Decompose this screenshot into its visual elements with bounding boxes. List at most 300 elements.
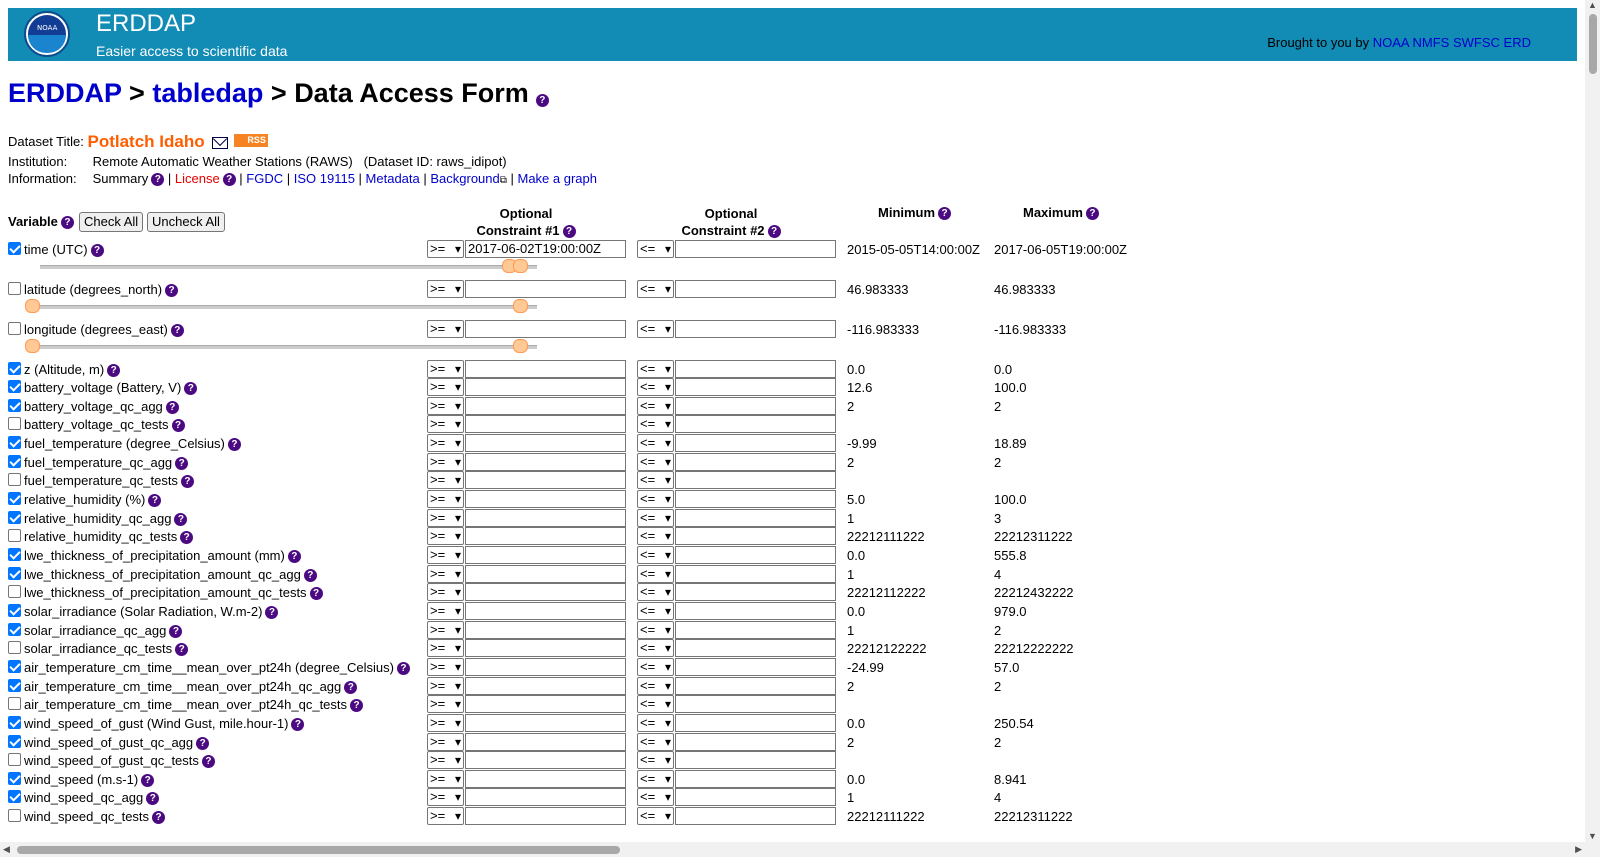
constraint2-operator[interactable]: <= ▾: [637, 714, 674, 732]
variable-header: [8, 214, 74, 229]
variable-name: wind_speed_qc_tests: [24, 809, 150, 824]
constraint2-operator[interactable]: <= ▾: [637, 509, 674, 527]
constraint1-input[interactable]: [465, 280, 626, 298]
constraint2-input[interactable]: [675, 360, 836, 378]
scroll-down-icon[interactable]: ▼: [1588, 831, 1597, 841]
constraint1-input[interactable]: [465, 397, 626, 415]
constraint2-operator[interactable]: <= ▾: [637, 583, 674, 601]
constraint1-operator[interactable]: >= ▾: [427, 621, 464, 639]
constraint2-input[interactable]: [675, 415, 836, 433]
help-icon[interactable]: ?: [151, 173, 164, 186]
constraint2-input[interactable]: [675, 546, 836, 564]
maximum-value: 22212432222: [994, 585, 1074, 600]
constraint1-input[interactable]: [465, 453, 626, 471]
variable-row: [0, 751, 1560, 770]
constraint2-operator[interactable]: <= ▾: [637, 320, 674, 338]
variable-row: [0, 280, 1560, 299]
constraint1-input[interactable]: [465, 490, 626, 508]
vertical-scrollbar[interactable]: [1585, 0, 1600, 857]
noaa-logo[interactable]: [24, 11, 70, 57]
help-icon[interactable]: ?: [768, 225, 781, 238]
variable-label: [24, 399, 179, 414]
breadcrumb-erddap[interactable]: ERDDAP: [8, 78, 122, 108]
constraint1-operator[interactable]: >= ▾: [427, 546, 464, 564]
help-icon[interactable]: ?: [146, 792, 159, 805]
constraint2-input[interactable]: [675, 509, 836, 527]
variable-checkbox[interactable]: [8, 242, 21, 255]
variable-checkbox[interactable]: [8, 660, 21, 673]
constraint1-operator[interactable]: >= ▾: [427, 320, 464, 338]
constraint2-input[interactable]: [675, 490, 836, 508]
institution-label: Institution:: [8, 154, 68, 169]
constraint1-operator[interactable]: >= ▾: [427, 527, 464, 545]
variable-label: [24, 282, 178, 297]
constraint2-input[interactable]: [675, 695, 836, 713]
constraint2-operator[interactable]: <= ▾: [637, 490, 674, 508]
variable-checkbox[interactable]: [8, 716, 21, 729]
range-slider[interactable]: [27, 345, 537, 349]
horizontal-scroll-thumb[interactable]: [17, 846, 620, 854]
constraint2-input[interactable]: [675, 639, 836, 657]
constraint2-header: [671, 205, 791, 239]
maximum-value: 2: [994, 623, 1002, 638]
variable-name: air_temperature_cm_time__mean_over_pt24h_qc_agg: [24, 679, 342, 694]
variable-name: solar_irradiance (Solar Radiation, W.m-2): [24, 604, 263, 619]
constraint2-input[interactable]: [675, 434, 836, 452]
variable-name: relative_humidity_qc_agg: [24, 511, 172, 526]
constraint1-operator[interactable]: >= ▾: [427, 714, 464, 732]
constraint2-input[interactable]: [675, 378, 836, 396]
variable-checkbox[interactable]: [8, 753, 21, 766]
constraint1-operator[interactable]: >= ▾: [427, 378, 464, 396]
help-icon[interactable]: ?: [228, 438, 241, 451]
constraint1-input[interactable]: [465, 434, 626, 452]
help-icon[interactable]: ?: [223, 173, 236, 186]
constraint2-operator[interactable]: <= ▾: [637, 453, 674, 471]
constraint1-operator[interactable]: >= ▾: [427, 453, 464, 471]
variable-checkbox[interactable]: [8, 585, 21, 598]
constraint2-operator[interactable]: <= ▾: [637, 602, 674, 620]
scroll-right-icon[interactable]: ▶: [1575, 844, 1582, 854]
constraint2-input[interactable]: [675, 751, 836, 769]
variable-checkbox[interactable]: [8, 772, 21, 785]
help-icon[interactable]: ?: [171, 324, 184, 337]
constraint2-input[interactable]: [675, 240, 836, 258]
variable-name: battery_voltage_qc_tests: [24, 417, 169, 432]
variable-label: [24, 790, 159, 805]
help-icon[interactable]: ?: [107, 364, 120, 377]
help-icon[interactable]: ?: [175, 457, 188, 470]
help-icon[interactable]: ?: [265, 606, 278, 619]
uncheck-all-button[interactable]: Uncheck All: [147, 212, 225, 232]
maximum-label: Maximum: [1023, 205, 1083, 220]
constraint2-operator[interactable]: <= ▾: [637, 639, 674, 657]
maximum-value: 555.8: [994, 548, 1027, 563]
maximum-value: 4: [994, 567, 1002, 582]
slider-low-handle[interactable]: [25, 339, 40, 353]
constraint2-operator[interactable]: <= ▾: [637, 733, 674, 751]
constraint2-input[interactable]: [675, 583, 836, 601]
constraint2-operator[interactable]: <= ▾: [637, 360, 674, 378]
variable-row: [0, 360, 1560, 379]
constraint2-input[interactable]: [675, 733, 836, 751]
constraint2-operator[interactable]: <= ▾: [637, 695, 674, 713]
constraint1-operator[interactable]: >= ▾: [427, 751, 464, 769]
breadcrumb: [8, 78, 549, 109]
minimum-header: [878, 204, 951, 221]
information-label: Information:: [8, 171, 77, 186]
constraint2-operator[interactable]: <= ▾: [637, 565, 674, 583]
constraint1-input[interactable]: [465, 788, 626, 806]
variable-checkbox[interactable]: [8, 322, 21, 335]
variable-checkbox[interactable]: [8, 492, 21, 505]
constraint1-operator[interactable]: >= ▾: [427, 658, 464, 676]
help-icon[interactable]: ?: [1086, 207, 1099, 220]
help-icon[interactable]: ?: [152, 811, 165, 824]
help-icon[interactable]: ?: [202, 755, 215, 768]
slider-high-handle[interactable]: [513, 299, 528, 313]
help-icon[interactable]: ?: [91, 244, 104, 257]
constraint2-input[interactable]: [675, 602, 836, 620]
slider-low-handle[interactable]: [25, 299, 40, 313]
variable-row: [0, 434, 1560, 453]
variable-name: solar_irradiance_qc_tests: [24, 641, 173, 656]
constraint2-operator[interactable]: <= ▾: [637, 677, 674, 695]
constraint2-input[interactable]: [675, 527, 836, 545]
constraint2-operator[interactable]: <= ▾: [637, 378, 674, 396]
iso-link[interactable]: ISO 19115: [293, 171, 355, 186]
constraint2-operator[interactable]: <= ▾: [637, 471, 674, 489]
breadcrumb-tabledap[interactable]: tabledap: [152, 78, 264, 108]
constraint1-operator[interactable]: >= ▾: [427, 397, 464, 415]
minimum-value: 5.0: [847, 492, 866, 507]
constraint2-label: Constraint #2: [681, 223, 765, 238]
constraint1-operator[interactable]: >= ▾: [427, 360, 464, 378]
variable-checkbox[interactable]: [8, 641, 21, 654]
slider-high-handle[interactable]: [513, 259, 528, 273]
constraint2-operator[interactable]: <= ▾: [637, 658, 674, 676]
variable-row: [0, 378, 1560, 397]
constraint1-operator[interactable]: >= ▾: [427, 471, 464, 489]
link-noaa[interactable]: NOAA: [1372, 35, 1409, 50]
constraint1-operator[interactable]: >= ▾: [427, 695, 464, 713]
link-nmfs[interactable]: NMFS: [1412, 35, 1450, 50]
constraint1-operator[interactable]: >= ▾: [427, 565, 464, 583]
help-icon[interactable]: ?: [148, 494, 161, 507]
constraint2-input[interactable]: [675, 770, 836, 788]
constraint1-input[interactable]: [465, 509, 626, 527]
help-icon[interactable]: ?: [196, 737, 209, 750]
variable-row: [0, 695, 1560, 714]
maximum-value: 22212222222: [994, 641, 1074, 656]
variable-label: [24, 380, 197, 395]
constraint1-input[interactable]: [465, 807, 626, 825]
constraint2-input[interactable]: [675, 280, 836, 298]
help-icon[interactable]: ?: [536, 94, 549, 107]
help-icon[interactable]: ?: [174, 513, 187, 526]
constraint2-operator[interactable]: <= ▾: [637, 751, 674, 769]
slider-high-handle[interactable]: [513, 339, 528, 353]
variable-name: lwe_thickness_of_precipitation_amount_qc_tests: [24, 585, 307, 600]
constraint2-input[interactable]: [675, 320, 836, 338]
variable-label: [24, 548, 301, 563]
help-icon[interactable]: ?: [563, 225, 576, 238]
help-icon[interactable]: ?: [397, 662, 410, 675]
variable-checkbox[interactable]: [8, 679, 21, 692]
variable-label: [24, 436, 241, 451]
constraint2-operator[interactable]: <= ▾: [637, 280, 674, 298]
variable-label: [24, 716, 304, 731]
variable-name: relative_humidity (%): [24, 492, 146, 507]
constraint2-operator[interactable]: <= ▾: [637, 770, 674, 788]
minimum-value: 0.0: [847, 548, 866, 563]
variable-checkbox[interactable]: [8, 809, 21, 822]
constraint1-operator[interactable]: >= ▾: [427, 788, 464, 806]
scroll-left-icon[interactable]: ◀: [3, 844, 10, 854]
constraint1-input[interactable]: [465, 565, 626, 583]
constraint1-operator[interactable]: >= ▾: [427, 583, 464, 601]
maximum-header: [1023, 204, 1099, 221]
constraint2-operator[interactable]: <= ▾: [637, 240, 674, 258]
fgdc-link[interactable]: FGDC: [246, 171, 284, 186]
variable-name: longitude (degrees_east): [24, 322, 168, 337]
variable-checkbox[interactable]: [8, 697, 21, 710]
variable-label: [24, 473, 194, 488]
variable-checkbox[interactable]: [8, 362, 21, 375]
constraint1-input[interactable]: [465, 527, 626, 545]
minimum-value: -9.99: [847, 436, 877, 451]
variable-label: [24, 623, 182, 638]
variable-name: wind_speed (m.s-1): [24, 772, 139, 787]
variable-label: [24, 809, 165, 824]
variable-row: [0, 770, 1560, 789]
constraint1-input[interactable]: [465, 695, 626, 713]
help-icon[interactable]: ?: [175, 643, 188, 656]
horizontal-scrollbar[interactable]: [0, 842, 1585, 857]
constraint1-input[interactable]: [465, 677, 626, 695]
minimum-value: 2: [847, 679, 855, 694]
background-link[interactable]: Background: [430, 171, 500, 186]
help-icon[interactable]: ?: [166, 401, 179, 414]
constraint1-input[interactable]: [465, 770, 626, 788]
variable-checkbox[interactable]: [8, 623, 21, 636]
institution-row: [8, 154, 507, 169]
check-all-button[interactable]: Check All: [79, 212, 143, 232]
constraint1-input[interactable]: [465, 583, 626, 601]
constraint2-operator[interactable]: <= ▾: [637, 807, 674, 825]
help-icon[interactable]: ?: [310, 587, 323, 600]
variable-checkbox[interactable]: [8, 436, 21, 449]
help-icon[interactable]: ?: [344, 681, 357, 694]
constraint2-input[interactable]: [675, 714, 836, 732]
constraint2-operator[interactable]: <= ▾: [637, 788, 674, 806]
vertical-scroll-thumb[interactable]: [1589, 14, 1597, 74]
metadata-link[interactable]: Metadata: [365, 171, 420, 186]
constraint2-input[interactable]: [675, 788, 836, 806]
page-title: Data Access Form: [294, 78, 529, 108]
variable-checkbox[interactable]: [8, 282, 21, 295]
constraint1-operator[interactable]: >= ▾: [427, 280, 464, 298]
brought-prefix: Brought to you by: [1267, 35, 1370, 50]
constraint2-input[interactable]: [675, 807, 836, 825]
range-slider[interactable]: [40, 265, 537, 269]
range-slider[interactable]: [27, 305, 537, 309]
variable-checkbox[interactable]: [8, 790, 21, 803]
link-swfsc[interactable]: SWFSC: [1452, 35, 1500, 50]
scroll-up-icon[interactable]: ▲: [1588, 0, 1597, 10]
constraint1-operator[interactable]: >= ▾: [427, 733, 464, 751]
minimum-value: 22212122222: [847, 641, 927, 656]
variable-label: [24, 604, 278, 619]
constraint1-input[interactable]: [465, 415, 626, 433]
link-erd[interactable]: ERD: [1503, 35, 1531, 50]
constraint2-input[interactable]: [675, 621, 836, 639]
variable-name: solar_irradiance_qc_agg: [24, 623, 167, 638]
variable-checkbox[interactable]: [8, 473, 21, 486]
constraint1-operator[interactable]: >= ▾: [427, 677, 464, 695]
constraint2-input[interactable]: [675, 397, 836, 415]
constraint1-input[interactable]: [465, 639, 626, 657]
constraint1-operator[interactable]: >= ▾: [427, 807, 464, 825]
email-icon[interactable]: [212, 137, 228, 149]
variable-checkbox[interactable]: [8, 511, 21, 524]
constraint2-operator[interactable]: <= ▾: [637, 546, 674, 564]
variable-name: lwe_thickness_of_precipitation_amount (mm): [24, 548, 285, 563]
help-icon[interactable]: ?: [304, 569, 317, 582]
constraint1-operator[interactable]: >= ▾: [427, 415, 464, 433]
banner-subtitle: Easier access to scientific data: [96, 43, 288, 59]
variable-name: relative_humidity_qc_tests: [24, 529, 178, 544]
maximum-value: 22212311222: [994, 529, 1073, 544]
help-icon[interactable]: ?: [61, 216, 74, 229]
variable-header-label: Variable: [8, 214, 58, 229]
variable-label: [24, 735, 209, 750]
variable-row: [0, 807, 1560, 826]
variable-label: [24, 322, 184, 337]
optional-label: Optional: [499, 206, 553, 221]
license-link[interactable]: License: [174, 171, 220, 186]
variable-label: [24, 697, 363, 712]
variable-checkbox[interactable]: [8, 399, 21, 412]
constraint2-input[interactable]: [675, 565, 836, 583]
constraint1-input[interactable]: [465, 621, 626, 639]
constraint2-input[interactable]: [675, 471, 836, 489]
constraint1-input[interactable]: [465, 714, 626, 732]
variable-checkbox[interactable]: [8, 548, 21, 561]
constraint1-input[interactable]: [465, 378, 626, 396]
variable-label: [24, 772, 154, 787]
maximum-value: 8.941: [994, 772, 1027, 787]
minimum-value: 1: [847, 511, 855, 526]
constraint2-input[interactable]: [675, 453, 836, 471]
minimum-value: 2015-05-05T14:00:00Z: [847, 242, 980, 257]
variable-row: [0, 509, 1560, 528]
variable-row: [0, 733, 1560, 752]
variable-row: [0, 658, 1560, 677]
help-icon[interactable]: ?: [181, 475, 194, 488]
constraint1-input[interactable]: [465, 360, 626, 378]
constraint2-operator[interactable]: <= ▾: [637, 527, 674, 545]
help-icon[interactable]: ?: [350, 699, 363, 712]
constraint2-operator[interactable]: <= ▾: [637, 397, 674, 415]
maximum-value: -116.983333: [994, 322, 1067, 337]
help-icon[interactable]: ?: [938, 207, 951, 220]
variable-name: battery_voltage_qc_agg: [24, 399, 163, 414]
variable-row: [0, 527, 1560, 546]
constraint1-operator[interactable]: >= ▾: [427, 434, 464, 452]
constraint1-input[interactable]: [465, 602, 626, 620]
help-icon[interactable]: ?: [141, 774, 154, 787]
variable-checkbox[interactable]: [8, 380, 21, 393]
constraint1-header: [466, 205, 586, 239]
constraint2-input[interactable]: [675, 658, 836, 676]
variable-checkbox[interactable]: [8, 604, 21, 617]
variable-checkbox[interactable]: [8, 735, 21, 748]
constraint2-operator[interactable]: <= ▾: [637, 621, 674, 639]
minimum-value: 22212112222: [847, 585, 926, 600]
logo-text: NOAA: [37, 24, 58, 32]
constraint1-input[interactable]: [465, 471, 626, 489]
variable-label: [24, 455, 188, 470]
help-icon[interactable]: ?: [288, 550, 301, 563]
constraint1-input[interactable]: [465, 751, 626, 769]
maximum-value: 2: [994, 735, 1002, 750]
variable-label: [24, 362, 120, 377]
minimum-value: 2: [847, 455, 855, 470]
variable-name: wind_speed_of_gust (Wind Gust, mile.hour-1): [24, 716, 289, 731]
variable-checkbox[interactable]: [8, 567, 21, 580]
constraint2-operator[interactable]: <= ▾: [637, 434, 674, 452]
constraint1-input[interactable]: 2017-06-02T19:00:00Z: [465, 240, 626, 258]
header-banner: [8, 8, 1577, 61]
help-icon[interactable]: ?: [172, 419, 185, 432]
minimum-value: 22212111222: [847, 809, 925, 824]
variable-name: battery_voltage (Battery, V): [24, 380, 182, 395]
make-graph-link[interactable]: Make a graph: [517, 171, 597, 186]
variable-checkbox[interactable]: [8, 417, 21, 430]
maximum-value: 2017-06-05T19:00:00Z: [994, 242, 1127, 257]
constraint2-input[interactable]: [675, 677, 836, 695]
help-icon[interactable]: ?: [291, 718, 304, 731]
constraint1-operator[interactable]: >= ▾: [427, 770, 464, 788]
constraint1-operator[interactable]: >= ▾: [427, 639, 464, 657]
rss-icon[interactable]: RSS: [234, 134, 268, 147]
variable-label: [24, 242, 104, 257]
constraint1-operator[interactable]: >= ▾: [427, 509, 464, 527]
constraint1-input[interactable]: [465, 320, 626, 338]
help-icon[interactable]: ?: [165, 284, 178, 297]
maximum-value: 18.89: [994, 436, 1027, 451]
variable-checkbox[interactable]: [8, 529, 21, 542]
variable-checkbox[interactable]: [8, 455, 21, 468]
constraint1-input[interactable]: [465, 546, 626, 564]
variable-row: [0, 546, 1560, 565]
constraint1-input[interactable]: [465, 733, 626, 751]
variable-row: [0, 583, 1560, 602]
constraint1-operator[interactable]: >= ▾: [427, 602, 464, 620]
maximum-value: 2: [994, 399, 1002, 414]
constraint1-operator[interactable]: >= ▾: [427, 240, 464, 258]
constraint1-operator[interactable]: >= ▾: [427, 490, 464, 508]
constraint1-input[interactable]: [465, 658, 626, 676]
help-icon[interactable]: ?: [184, 382, 197, 395]
help-icon[interactable]: ?: [169, 625, 182, 638]
dataset-title: Potlatch Idaho: [87, 132, 205, 151]
constraint2-operator[interactable]: <= ▾: [637, 415, 674, 433]
constraint1-label: Constraint #1: [476, 223, 560, 238]
variable-row: [0, 471, 1560, 490]
help-icon[interactable]: ?: [180, 531, 193, 544]
